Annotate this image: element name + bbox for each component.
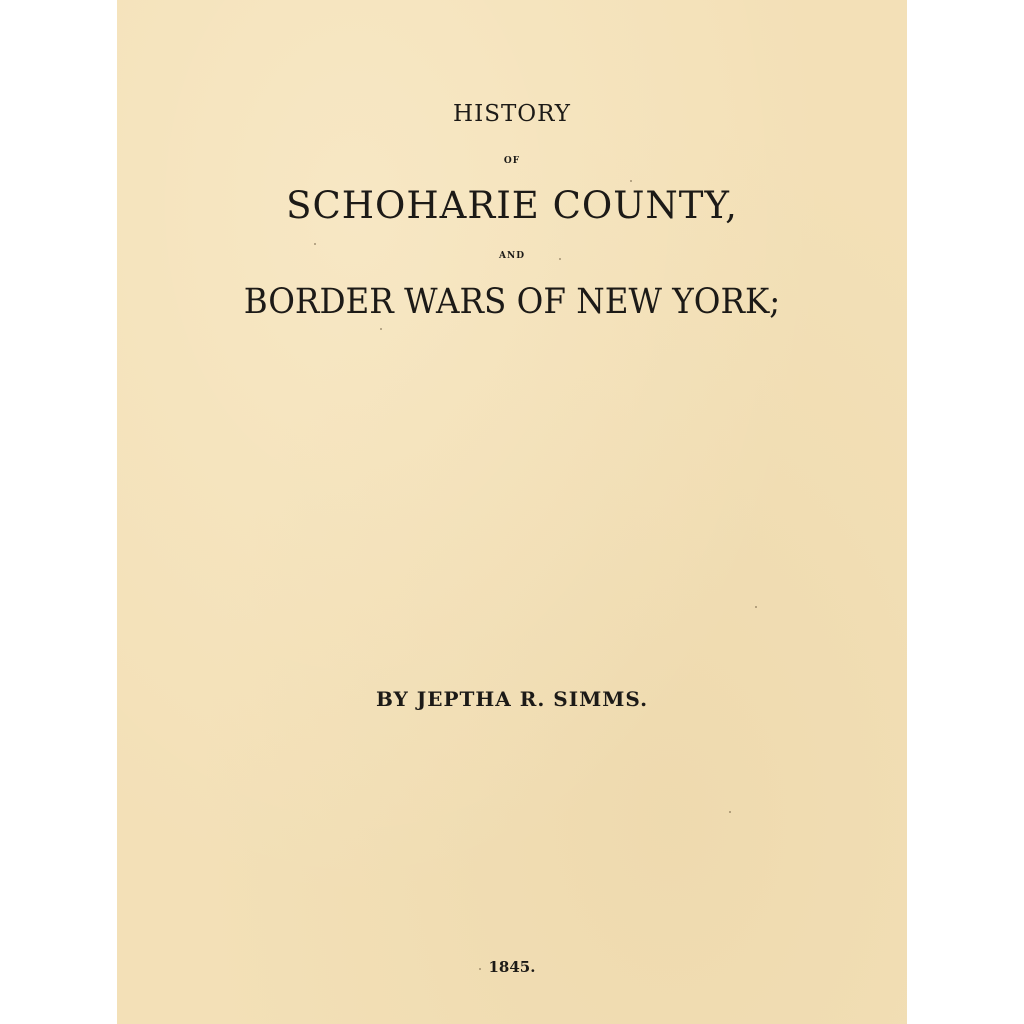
paper-speck — [380, 328, 382, 330]
title-and: AND — [498, 251, 525, 261]
title-border-wars: BORDER WARS OF NEW YORK; — [243, 282, 781, 322]
paper-speck — [755, 606, 757, 608]
title-schoharie-county: SCHOHARIE COUNTY, — [286, 184, 738, 227]
author-line: BY JEPTHA R. SIMMS. — [375, 687, 649, 711]
paper-speck — [630, 180, 632, 182]
title-of: OF — [503, 156, 521, 166]
publication-year: 1845. — [488, 958, 536, 976]
paper-speck — [314, 243, 316, 245]
paper-speck — [729, 811, 731, 813]
paper-speck — [559, 258, 561, 260]
title-page — [117, 0, 907, 1024]
title-history: HISTORY — [453, 101, 571, 127]
paper-speck — [479, 968, 481, 970]
